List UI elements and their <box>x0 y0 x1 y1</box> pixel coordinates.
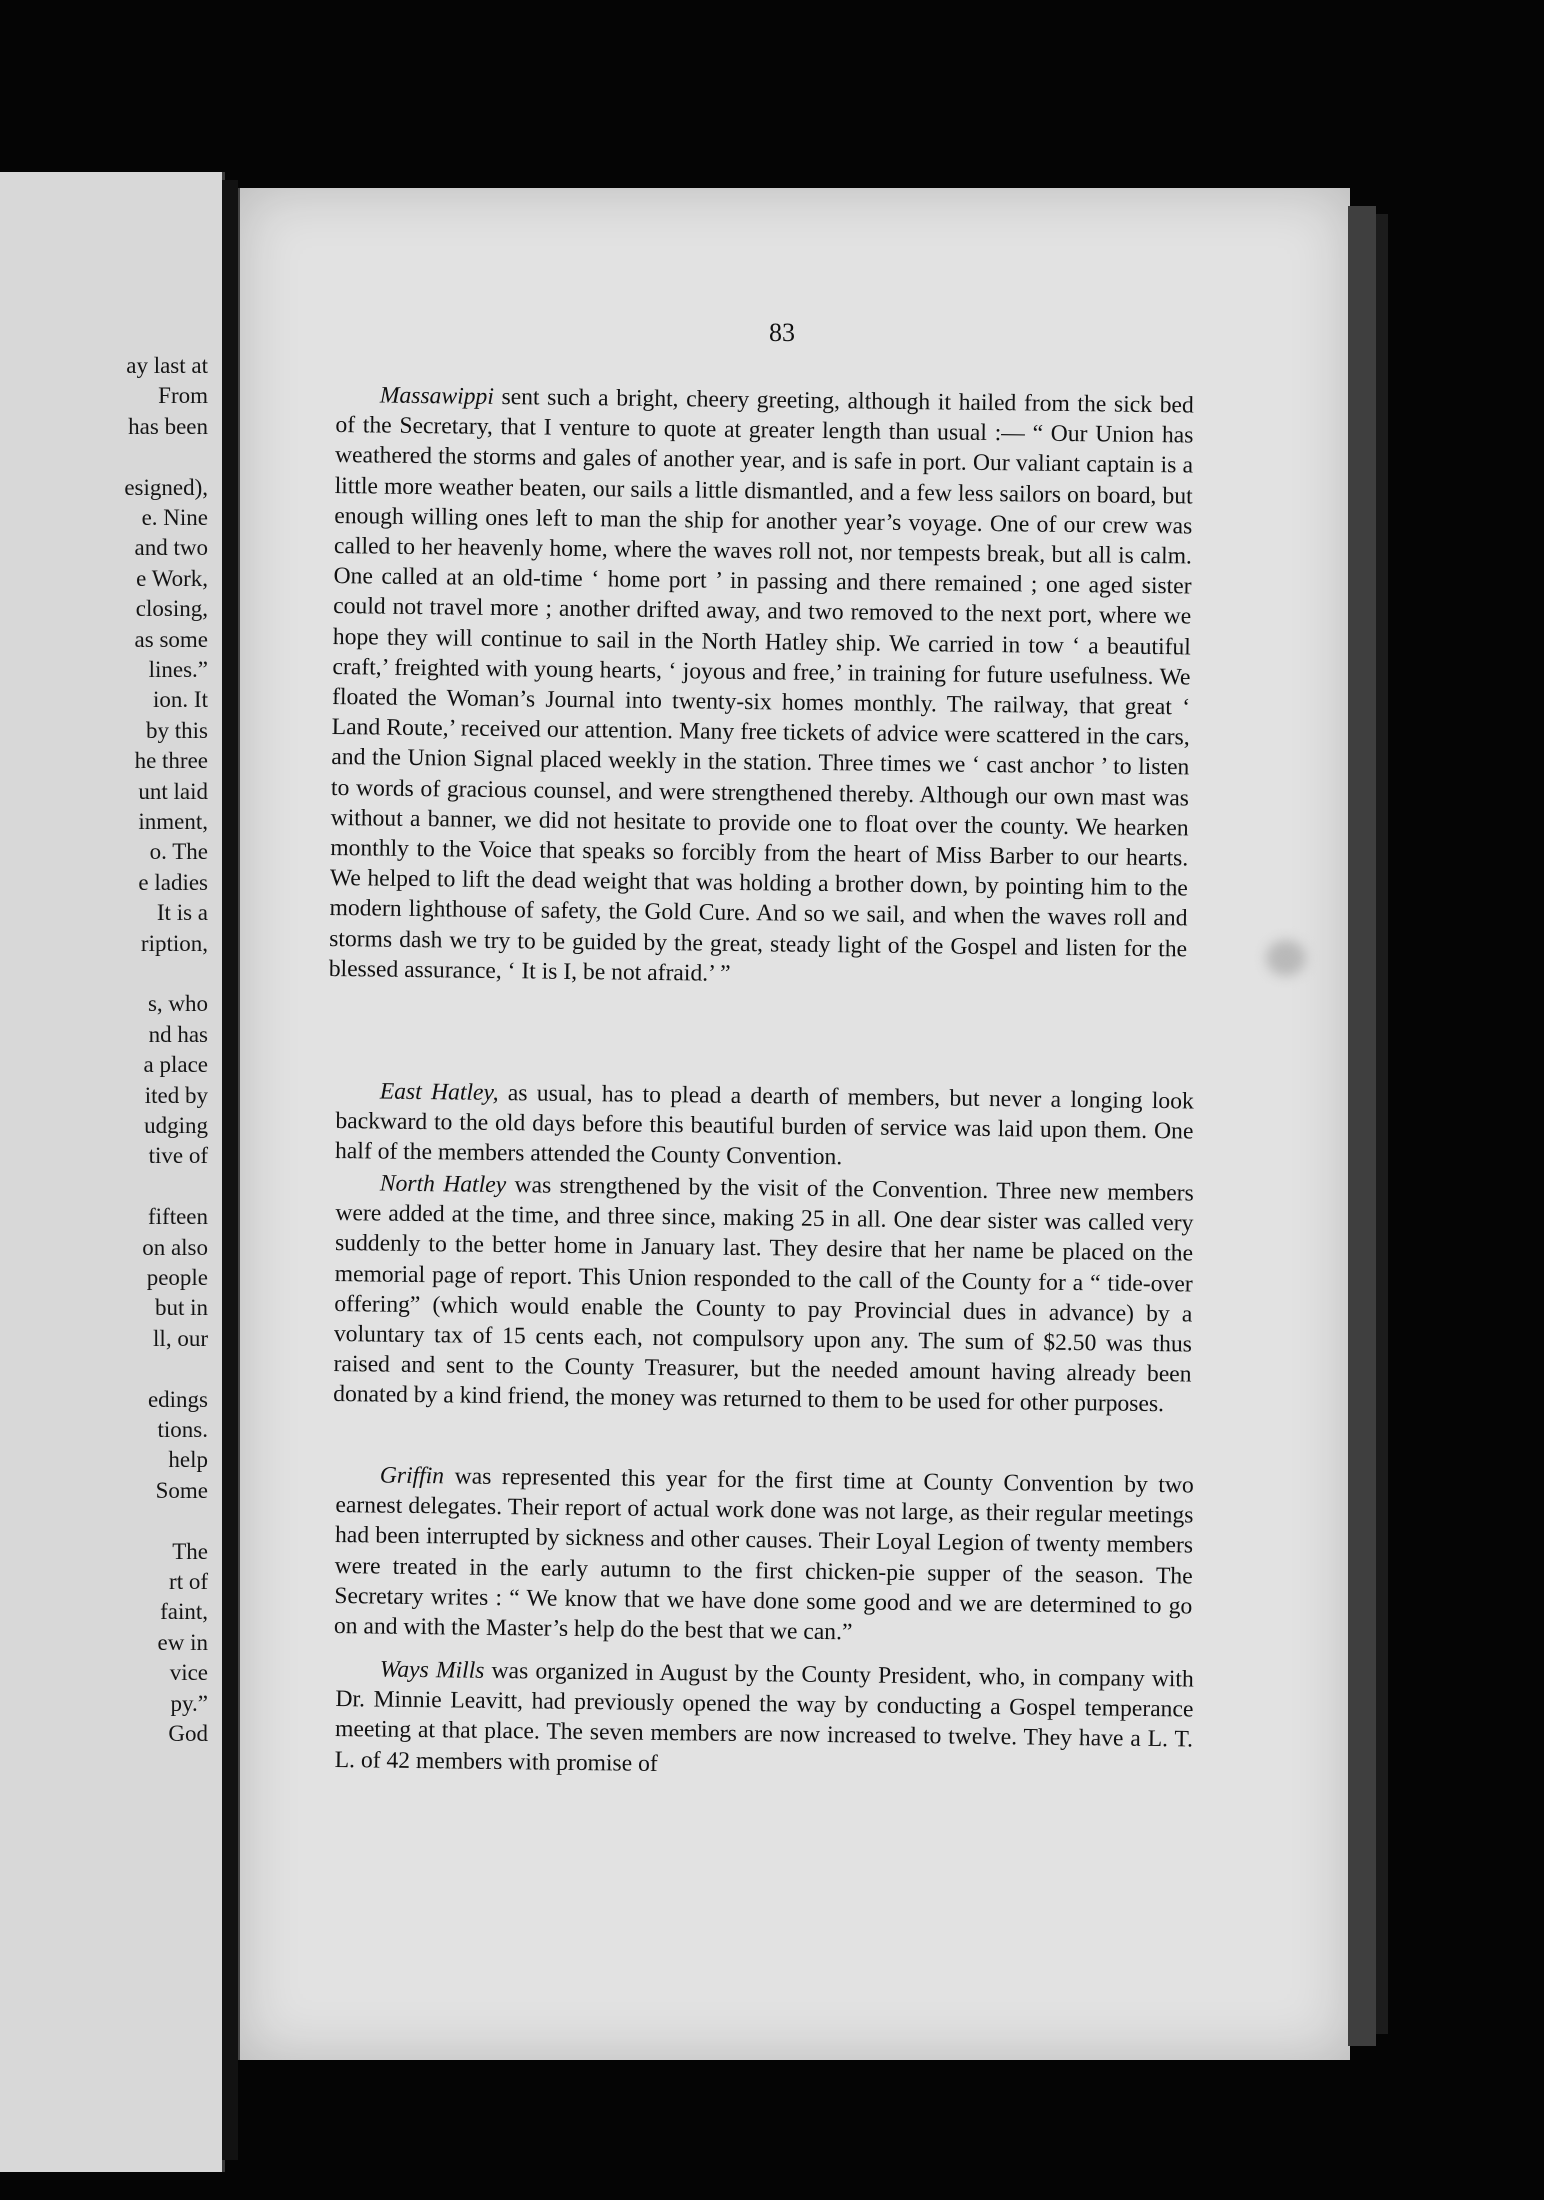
left-page-line: people <box>146 1265 208 1290</box>
left-page-line: Some <box>155 1477 208 1503</box>
paragraph-massawippi <box>329 380 1194 994</box>
left-page-line: unt laid <box>138 778 208 804</box>
left-page-line: The <box>172 1538 208 1564</box>
left-page-line: and two <box>134 535 208 561</box>
page-edge <box>1348 206 1376 2046</box>
smudge-mark <box>1266 940 1306 976</box>
left-page-line: nd has <box>148 1021 208 1047</box>
paragraph-lead: Ways Mills <box>379 1656 485 1684</box>
left-page-line: s, who <box>147 991 208 1017</box>
book-gutter <box>222 180 238 2160</box>
left-page-line: he three <box>134 748 208 774</box>
left-page <box>0 172 225 2172</box>
paragraph-lead: Massawippi <box>379 382 495 410</box>
left-page-line: e ladies <box>138 869 208 895</box>
left-page-line: From <box>158 383 208 409</box>
left-page-line: tive of <box>148 1143 208 1169</box>
paragraph-text: was strengthened by the visit of the Convention. Three new members were added at the time, and three since, making 25 in all. One dear sister was called very suddenly to the better home in January last. They desire that her name be placed on the memorial page of report. This Union responded to the call of the County for a “ tide-over offering” (which would enable the County to pay Provincial dues in advance) by a voluntary tax of 15 cents each, not compulsory upon any. The sum of $2.50 was thus raised and sent to the County Treasurer, but the needed amount having already been donated by a kind friend, the money was returned to them to be used for other purposes. <box>333 1172 1194 1418</box>
left-page-line: ll, our <box>153 1325 208 1351</box>
left-page-line: udging <box>144 1113 208 1138</box>
left-page-line: closing, <box>135 596 208 622</box>
paragraph-lead: Griffin <box>379 1462 445 1490</box>
left-page-line: but in <box>154 1295 208 1321</box>
left-page-line: rt of <box>169 1569 208 1594</box>
left-page-line: edings <box>147 1386 208 1412</box>
left-page-line: ay last at <box>126 353 208 378</box>
paragraph-griffin <box>334 1460 1194 1652</box>
left-page-line: by this <box>146 717 208 743</box>
paragraph-lead: East Hatley, <box>379 1078 499 1106</box>
left-page-line: e Work, <box>136 565 208 591</box>
paragraph-east-hatley <box>335 1076 1194 1177</box>
paragraph-text: was organized in August by the County President, who, in company with Dr. Minnie Leavitt, had previously opened the way by conducting a Gospel temperance meeting at that place. The seven members are now increased to twelve. They have a L. T. L. of 42 members with promise of <box>334 1657 1194 1777</box>
left-page-line: as some <box>134 626 208 652</box>
paragraph-lead: North Hatley <box>379 1170 507 1199</box>
left-page-line: faint, <box>160 1599 208 1625</box>
left-page-line: ion. It <box>153 687 208 713</box>
left-page-line: a place <box>143 1052 208 1078</box>
left-page-line: ited by <box>144 1082 208 1108</box>
left-page-line: lines.” <box>148 657 208 682</box>
page-number: 83 <box>769 318 795 347</box>
left-page-line: ew in <box>157 1629 208 1655</box>
left-page-line: fifteen <box>147 1204 208 1230</box>
left-page-line: inment, <box>138 809 208 834</box>
left-page-line: help <box>168 1447 208 1473</box>
left-page-line: ription, <box>140 930 208 956</box>
left-page-line: py.” <box>170 1690 208 1716</box>
left-page-line: vice <box>169 1660 208 1686</box>
left-page-line: e. Nine <box>141 505 208 530</box>
paragraph-text: was represented this year for the first time at County Convention by two earnest delegates. Their report of actual work done was not large, as their regular meetings had been interrupted by sickness and other causes. Their Loyal Legion of twenty members were treated in the early autumn to the first chicken-pie supper of the season. The Secretary writes : “ We know that we have done some good and we are determined to go on and with the Master’s help do the best that we can.” <box>333 1463 1194 1646</box>
paragraph-text: as usual, has to plead a dearth of members, but never a longing look backward to the old days before this beautiful burden of service was laid upon them. One half of the members attended the County Convention. <box>334 1079 1194 1171</box>
left-page-line: has been <box>128 413 208 439</box>
left-page-line: God <box>168 1721 208 1746</box>
left-page-line: tions. <box>157 1417 208 1442</box>
left-page-line: on also <box>142 1234 208 1260</box>
paragraph-north-hatley <box>333 1168 1194 1420</box>
left-page-line: o. The <box>149 839 208 865</box>
left-page-line: It is a <box>156 900 208 926</box>
paragraph-text: sent such a bright, cheery greeting, although it hailed from the sick bed of the Secretary, that I venture to quote at greater length than usual :— “ Our Union has weathered the storms and gales of another year, and is safe in port. Our valiant captain is a little more weather beaten, our sails a little dismantled, and a few less sailors on board, but enough willing ones left to man the ship for another year’s voyage. One of our crew was called to her heavenly home, where the waves roll not, nor tempests break, but all is calm. One called at an old-time ‘ home port ’ in passing and there remained ; one aged sister could not travel more ; another drifted away, and two removed to the next port, where we hope they will continue to sail in the North Hatley ship. We carried in tow ‘ a beautiful craft,’ freighted with young hearts, ‘ joyous and free,’ in training for future usefulness. We floated the Woman’s Journal into twenty-six homes monthly. The railway, that great ‘ Land Route,’ received our attention. Many free tickets of advice were scattered in the cars, and the Union Signal placed weekly in the station. Three times we ‘ cast anchor ’ to listen to words of gracious counsel, and were strengthened thereby. Although our own mast was without a banner, we did not hesitate to provide one to float over the county. We hearken monthly to the Voice that speaks so forcibly from the heart of Miss Barber to our hearts. We helped to lift the dead weight that was holding a brother down, by pointing him to the modern lighthouse of safety, the Gold Cure. And so we sail, and when the waves roll and storms dash we try to be guided by the great, steady light of the Gospel and listen for the blessed assurance, ‘ It is I, be not afraid.’ ” <box>328 383 1194 987</box>
left-page-line: esigned), <box>124 474 208 500</box>
paragraph-ways-mills <box>335 1654 1194 1785</box>
page-edge-shadow <box>1376 214 1388 2034</box>
